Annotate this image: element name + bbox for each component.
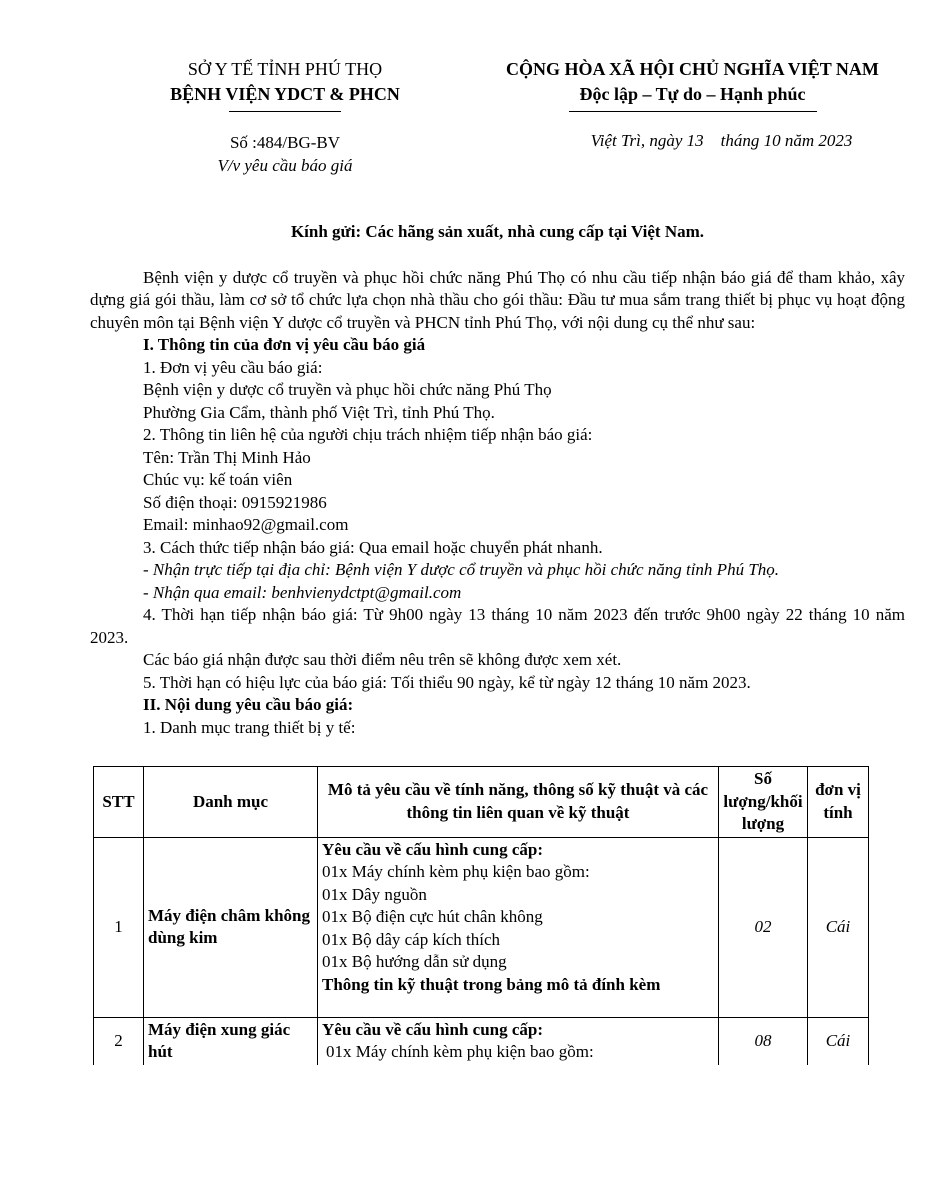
col-header-qty: Số lượng/khối lượng — [719, 767, 808, 838]
desc-heading: Yêu cầu về cấu hình cung cấp: — [322, 1019, 544, 1039]
info-line: 2. Thông tin liên hệ của người chịu trách nhiệm tiếp nhận báo giá: — [143, 425, 593, 444]
place-date: Việt Trì, ngày 13 tháng 10 năm 2023 — [590, 131, 853, 150]
row-unit: Cái — [808, 837, 869, 1017]
info-line: Bệnh viện y dược cổ truyền và phục hồi chức năng Phú Thọ — [143, 380, 552, 399]
section-i-title: I. Thông tin của đơn vị yêu cầu báo giá — [143, 335, 426, 354]
col-header-unit: đơn vị tính — [808, 767, 869, 838]
issuer-dept: SỞ Y TẾ TỈNH PHÚ THỌ — [187, 59, 383, 79]
row-item-name: Máy điện châm không dùng kim — [144, 837, 318, 1017]
contact-email: Email: minhao92@gmail.com — [143, 515, 349, 534]
contact-phone: Số điện thoại: 0915921986 — [143, 492, 327, 512]
validity-paragraph: 5. Thời hạn có hiệu lực của báo giá: Tối thiểu 90 ngày, kể từ ngày 12 tháng 10 năm 2023. — [143, 672, 751, 692]
salutation: Kính gửi: Các hãng sản xuất, nhà cung cấp tại Việt Nam. — [290, 222, 705, 241]
row-stt: 2 — [94, 1017, 144, 1065]
national-title: CỘNG HÒA XÃ HỘI CHỦ NGHĨA VIỆT NAM — [506, 59, 879, 79]
equipment-table — [93, 766, 869, 1065]
desc-heading: Yêu cầu về cấu hình cung cấp: — [322, 839, 544, 859]
contact-name: Tên: Trần Thị Minh Hảo — [143, 447, 311, 467]
late-note-line: Các báo giá nhận được sau thời điểm nêu trên sẽ không được xem xét. — [143, 650, 622, 669]
desc-line: 01x Máy chính kèm phụ kiện bao gồm: — [326, 1042, 594, 1061]
contact-title: Chúc vụ: kế toán viên — [143, 470, 293, 489]
document-subject: V/v yêu cầu báo giá — [217, 155, 353, 175]
issuer-org: BỆNH VIỆN YDCT & PHCN — [170, 84, 400, 104]
table-header-row — [94, 767, 869, 838]
row-quantity: 08 — [719, 1017, 808, 1065]
issuer-underline — [229, 111, 341, 112]
table-subtitle: 1. Danh mục trang thiết bị y tế: — [143, 717, 356, 737]
document-number: Số :484/BG-BV — [229, 133, 341, 152]
row-item-name: Máy điện xung giác hút — [144, 1017, 318, 1065]
desc-line: 01x Bộ điện cực hút chân không — [322, 907, 543, 926]
col-header-desc: Mô tả yêu cầu về tính năng, thông số kỹ thuật và các thông tin liên quan về kỹ thuật — [318, 767, 719, 838]
intro-paragraph: Bệnh viện y dược cổ truyền và phục hồi chức năng Phú Thọ có nhu cầu tiếp nhận báo giá để tham khảo, xây dựng giá gói thầu, làm cơ sở tổ chức lựa chọn nhà thầu cho gói thầu: Đầu tư mua sắm trang thiết bị phục vụ hoạt động chuyên môn tại Bệnh viện Y dược cổ truyền và PHCN tỉnh Phú Thọ, với nội dung cụ thể như sau: — [90, 267, 905, 332]
receive-direct-line: - Nhận trực tiếp tại địa chỉ: Bệnh viện Y dược cổ truyền và phục hồi chức năng tỉnh Phú Thọ. — [143, 560, 780, 579]
issuer-block — [90, 57, 480, 177]
table-row — [94, 837, 869, 1017]
row-unit: Cái — [808, 1017, 869, 1065]
deadline-paragraph: 4. Thời hạn tiếp nhận báo giá: Từ 9h00 ngày 13 tháng 10 năm 2023 đến trước 9h00 ngày 22 tháng 10 năm 2023. — [90, 605, 905, 647]
receive-email-line: - Nhận qua email: benhvienydctpt@gmail.com — [143, 582, 462, 602]
row-quantity: 02 — [719, 837, 808, 1017]
info-line: Phường Gia Cẩm, thành phố Việt Trì, tỉnh Phú Thọ. — [143, 402, 495, 422]
desc-line: 01x Máy chính kèm phụ kiện bao gồm: — [322, 862, 590, 881]
national-motto: Độc lập – Tự do – Hạnh phúc — [579, 84, 806, 104]
col-header-name: Danh mục — [144, 767, 318, 838]
col-header-stt: STT — [94, 767, 144, 838]
row-stt: 1 — [94, 837, 144, 1017]
document-header — [90, 57, 905, 177]
motto-underline — [569, 111, 817, 112]
desc-line: 01x Dây nguồn — [322, 884, 427, 904]
info-line: 3. Cách thức tiếp nhận báo giá: Qua email hoặc chuyển phát nhanh. — [143, 537, 603, 557]
desc-line: 01x Bộ dây cáp kích thích — [322, 929, 500, 949]
desc-line: 01x Bộ hướng dẫn sử dụng — [322, 952, 507, 971]
desc-footer: Thông tin kỹ thuật trong bảng mô tả đính kèm — [322, 974, 661, 994]
row-description — [318, 837, 719, 1017]
info-line: 1. Đơn vị yêu cầu báo giá: — [143, 357, 323, 377]
national-block — [480, 57, 905, 177]
table-row — [94, 1017, 869, 1065]
section-ii-title: II. Nội dung yêu cầu báo giá: — [143, 695, 354, 714]
row-description — [318, 1017, 719, 1065]
